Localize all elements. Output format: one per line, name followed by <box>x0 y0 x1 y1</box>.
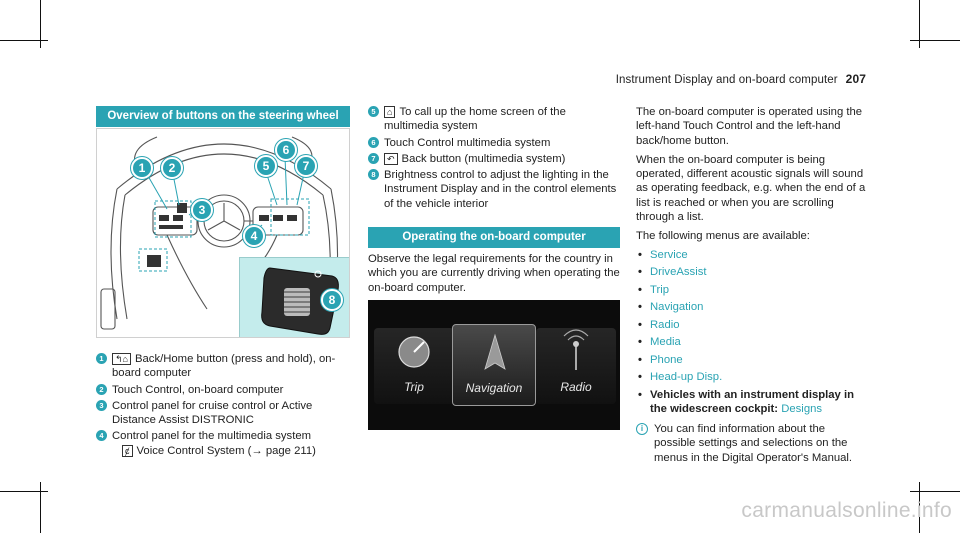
page-number: 207 <box>845 72 866 86</box>
callout-4: 4 <box>243 225 265 247</box>
steering-wheel-figure <box>96 128 350 338</box>
navigation-arrow-icon <box>453 325 537 381</box>
callout-2: 2 <box>161 157 183 179</box>
menu-list-item: • Head-up Disp. <box>638 371 723 384</box>
legend-number: 3 <box>96 400 107 411</box>
menu-tile-label: Navigation <box>465 381 523 395</box>
callout-6: 6 <box>275 139 297 161</box>
legend-number: 6 <box>368 137 379 148</box>
legend-number: 7 <box>368 153 379 164</box>
back-home-icon: ↰⌂ <box>112 353 131 365</box>
callout-7: 7 <box>295 155 317 177</box>
back-icon: ↶ <box>384 153 398 165</box>
legend-mid <box>368 105 620 213</box>
legend-item-5: 5 ⌂ To call up the home screen of the multimedia system <box>368 105 620 134</box>
menu-list-item: • Navigation <box>638 301 704 314</box>
page-header <box>616 72 866 86</box>
crop-mark <box>40 482 41 533</box>
paragraph: When the on-board computer is being operated, different acoustic signals will sound as operating feedback, e.g. when the end of a list is reached or when you are scrolling through a list. <box>636 153 866 224</box>
trip-gauge-icon <box>374 328 454 378</box>
info-icon: i <box>636 423 648 435</box>
legend-item-7: 7 ↶ Back button (multimedia system) <box>368 152 620 166</box>
legend-item-8: 8 Brightness control to adjust the lighting in the Instrument Display and in the control elements of the vehicle interior <box>368 168 620 211</box>
home-icon: ⌂ <box>384 106 395 118</box>
menu-list-item-designs: • Vehicles with an instrument display in the widescreen cockpit: Designs <box>638 388 855 415</box>
paragraph: The on-board computer is operated using the left-hand Touch Control and the left-hand back/home button. <box>636 106 863 147</box>
paragraph: The following menus are available: <box>636 230 810 243</box>
menu-tile-navigation[interactable] <box>452 324 536 406</box>
callout-8: 8 <box>321 289 343 311</box>
menu-tile-label: Trip <box>404 380 424 394</box>
menu-list <box>636 248 868 416</box>
onboard-computer-screen <box>368 300 620 430</box>
menu-list-item: • Phone <box>638 353 683 366</box>
callout-1: 1 <box>131 157 153 179</box>
menu-tile-radio[interactable] <box>536 328 616 404</box>
right-column <box>636 105 868 465</box>
crop-mark <box>910 40 960 41</box>
callout-3: 3 <box>191 199 213 221</box>
legend-number: 2 <box>96 384 107 395</box>
legend-left <box>96 352 350 460</box>
legend-item-1: 1 ↰⌂ Back/Home button (press and hold), on-board computer <box>96 352 350 381</box>
legend-item-6: 6 Touch Control multimedia system <box>368 136 620 150</box>
header-title: Instrument Display and on-board computer <box>615 74 838 86</box>
crop-mark <box>0 491 48 492</box>
legend-number: 5 <box>368 106 379 117</box>
voice-icon: ȼ <box>122 445 133 457</box>
crop-mark <box>910 491 960 492</box>
menu-list-item: • Trip <box>638 283 670 296</box>
legend-number: 4 <box>96 430 107 441</box>
legend-item-3: 3 Control panel for cruise control or Active Distance Assist DISTRONIC <box>96 399 350 428</box>
menu-list-item: • Service <box>638 248 688 261</box>
callout-5: 5 <box>255 155 277 177</box>
section-title-steering: Overview of buttons on the steering wheel <box>96 106 350 127</box>
legend-item-4: 4 Control panel for the multimedia system ȼ Voice Control System (→ page 211) <box>96 429 350 458</box>
section-title-operating: Operating the on-board computer <box>368 227 620 248</box>
info-note: i You can find information about the possible settings and selections on the menus in the Digital Operator's Manual. <box>636 422 868 465</box>
radio-antenna-icon <box>536 328 616 378</box>
crop-mark <box>0 40 48 41</box>
legend-item-2: 2 Touch Control, on-board computer <box>96 383 350 397</box>
menu-list-item: • DriveAssist <box>638 266 707 279</box>
menu-tile-label: Radio <box>560 380 592 394</box>
menu-list-item: • Media <box>638 336 681 349</box>
operating-body: Observe the legal requirements for the country in which you are currently driving when operating the on-board computer. <box>368 253 620 294</box>
watermark: carmanualsonline.info <box>741 499 952 522</box>
menu-tile-trip[interactable] <box>374 328 454 404</box>
legend-number: 1 <box>96 353 107 364</box>
menu-list-item: • Radio <box>638 318 680 331</box>
legend-number: 8 <box>368 169 379 180</box>
